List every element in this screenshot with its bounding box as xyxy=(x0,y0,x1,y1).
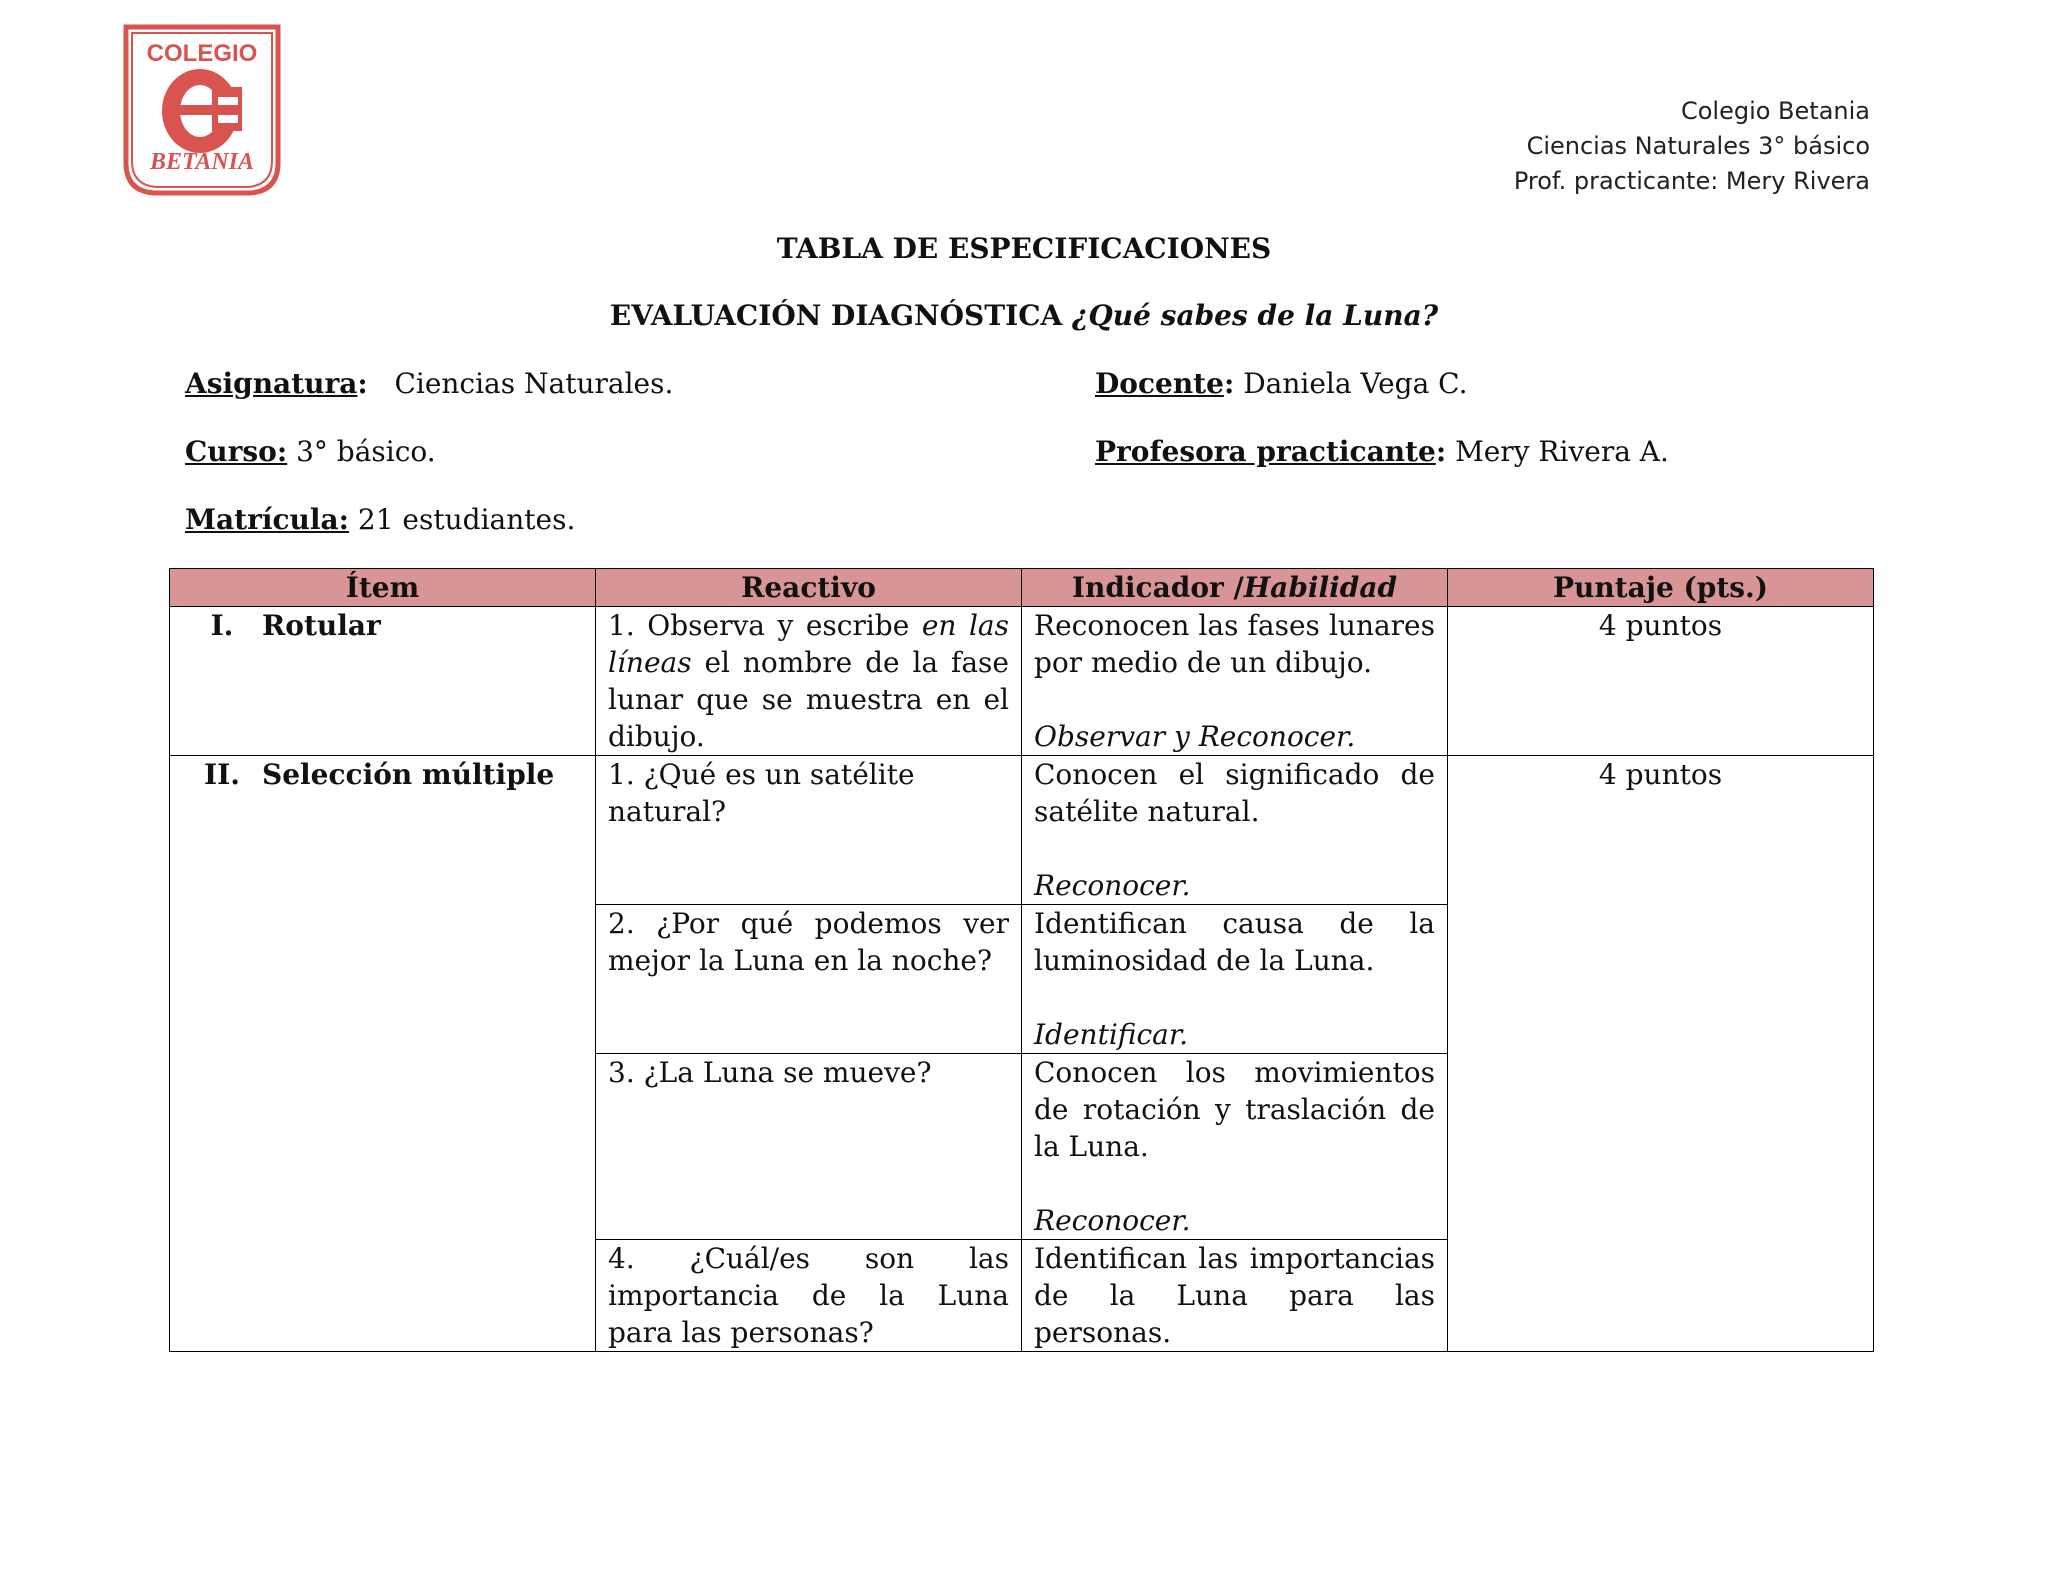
habilidad-text: Reconocer. xyxy=(1034,869,1191,902)
puntaje-cell: 4 puntos xyxy=(1448,756,1874,1352)
document-subtitle xyxy=(0,299,2048,332)
header-reactivo: Reactivo xyxy=(596,569,1022,607)
reactivo-cell: 4. ¿Cuál/es son las importancia de la Luna para las personas? xyxy=(596,1240,1022,1352)
puntaje-cell: 4 puntos xyxy=(1448,607,1874,756)
meta-asignatura: Asignatura: Ciencias Naturales. xyxy=(185,367,674,400)
indicador-text: Identifican causa de la luminosidad de la Luna. xyxy=(1034,907,1435,977)
header-subject: Ciencias Naturales 3° básico xyxy=(1526,132,1870,160)
curso-value: 3° básico. xyxy=(296,435,436,468)
item-cell xyxy=(170,607,596,756)
reactivo-cell: 1. ¿Qué es un satélite natural? xyxy=(596,756,1022,905)
subtitle-main: EVALUACIÓN DIAGNÓSTICA xyxy=(609,299,1072,332)
table-row xyxy=(170,607,1874,756)
indicador-cell xyxy=(1022,607,1448,756)
practicante-label: Profesora practicante xyxy=(1095,435,1436,468)
reactivo-italic-text: en las líneas xyxy=(608,609,1009,679)
indicador-cell xyxy=(1022,905,1448,1054)
table-row xyxy=(170,756,1874,905)
header-puntaje: Puntaje (pts.) xyxy=(1448,569,1874,607)
specifications-table xyxy=(169,568,1874,1352)
indicador-cell xyxy=(1022,1054,1448,1240)
school-logo xyxy=(122,23,282,198)
habilidad-text: Observar y Reconocer. xyxy=(1034,720,1356,753)
matricula-value: 21 estudiantes. xyxy=(357,503,576,536)
header-school: Colegio Betania xyxy=(1680,97,1870,125)
practicante-value: Mery Rivera A. xyxy=(1455,435,1669,468)
indicador-cell xyxy=(1022,756,1448,905)
habilidad-text: Reconocer. xyxy=(1034,1204,1191,1237)
indicador-text: Reconocen las fases lunares por medio de un dibujo. xyxy=(1034,609,1435,679)
habilidad-text: Identificar. xyxy=(1034,1018,1189,1051)
header-habilidad-text: Habilidad xyxy=(1243,571,1398,604)
reactivo-text-end: el nombre de la fase lunar que se muestra en el dibujo. xyxy=(608,646,1009,753)
indicador-cell: Identifican las importancias de la Luna para las personas. xyxy=(1022,1240,1448,1352)
item-cell xyxy=(170,756,596,1352)
item-name: Rotular xyxy=(262,609,381,642)
item-name: Selección múltiple xyxy=(262,758,555,791)
meta-curso xyxy=(185,435,436,468)
reactivo-cell xyxy=(596,607,1022,756)
item-number: II. xyxy=(204,758,240,791)
document-title: TABLA DE ESPECIFICACIONES xyxy=(776,232,1272,265)
meta-practicante: Profesora practicante: Mery Rivera A. xyxy=(1095,435,1669,468)
table-header-row xyxy=(170,569,1874,607)
svg-text:COLEGIO: COLEGIO xyxy=(146,40,258,67)
header-item: Ítem xyxy=(170,569,596,607)
reactivo-cell: 3. ¿La Luna se mueve? xyxy=(596,1054,1022,1240)
svg-text:BETANIA: BETANIA xyxy=(149,149,255,175)
header-indicador xyxy=(1022,569,1448,607)
docente-label: Docente xyxy=(1095,367,1224,400)
header-teacher: Prof. practicante: Mery Rivera xyxy=(1513,167,1870,195)
indicador-text: Conocen el significado de satélite natural. xyxy=(1034,758,1435,828)
indicador-text: Conocen los movimientos de rotación y traslación de la Luna. xyxy=(1034,1056,1435,1163)
meta-matricula xyxy=(185,503,575,536)
header-indicador-text: Indicador / xyxy=(1071,571,1244,604)
matricula-label: Matrícula: xyxy=(185,503,349,536)
header-info xyxy=(1514,94,1870,199)
reactivo-text: 1. Observa y escribe xyxy=(608,609,922,642)
asignatura-value: Ciencias Naturales. xyxy=(394,367,674,400)
item-number: I. xyxy=(210,609,234,642)
asignatura-label: Asignatura xyxy=(185,367,358,400)
subtitle-italic: ¿Qué sabes de la Luna? xyxy=(1071,299,1439,332)
docente-value: Daniela Vega C. xyxy=(1243,367,1468,400)
curso-label: Curso: xyxy=(185,435,288,468)
meta-docente: Docente: Daniela Vega C. xyxy=(1095,367,1468,400)
reactivo-cell: 2. ¿Por qué podemos ver mejor la Luna en la noche? xyxy=(596,905,1022,1054)
